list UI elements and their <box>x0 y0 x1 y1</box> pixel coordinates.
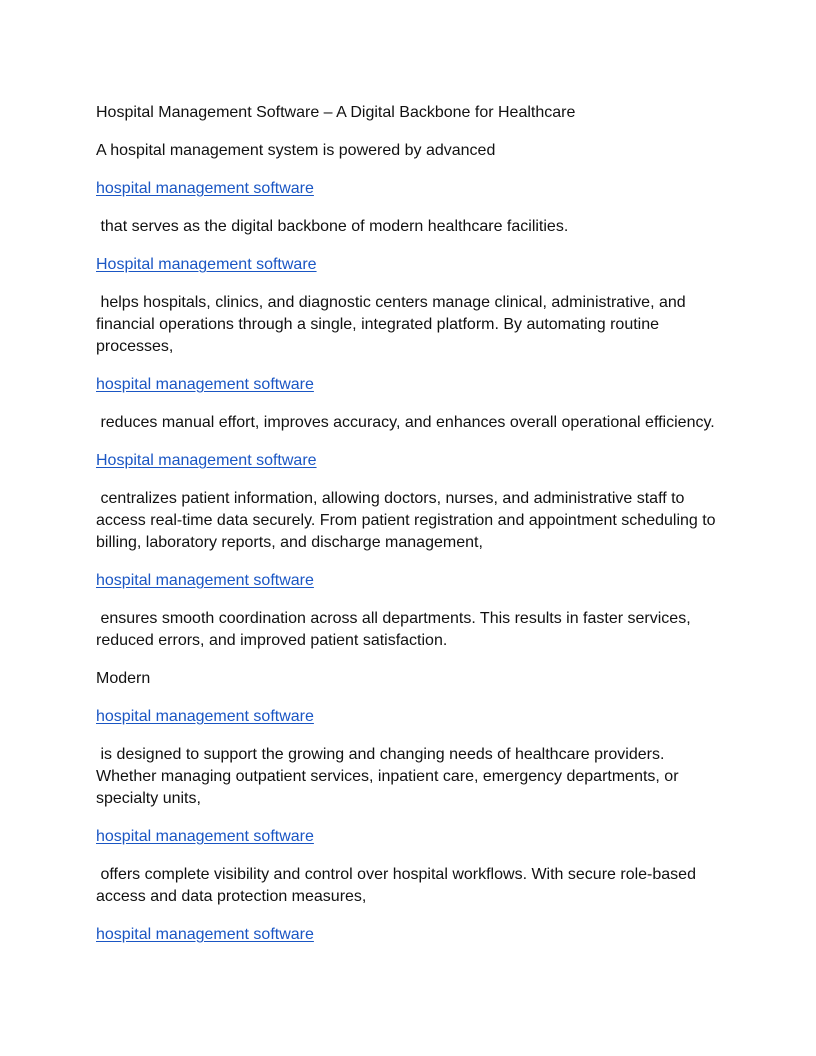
hyperlink[interactable]: hospital management software <box>96 180 314 197</box>
paragraph: A hospital management system is powered by advanced <box>96 142 496 159</box>
paragraph: that serves as the digital backbone of modern healthcare facilities. <box>96 218 569 235</box>
paragraph: ensures smooth coordination across all departments. This results in faster services, reduced errors, and improved patient satisfaction. <box>96 610 696 649</box>
document-title: Hospital Management Software – A Digital Backbone for Healthcare <box>96 104 576 121</box>
hyperlink[interactable]: hospital management software <box>96 572 314 589</box>
paragraph: centralizes patient information, allowing doctors, nurses, and administrative staff to access real-time data securely. From patient registration and appointment scheduling to billing, laboratory reports, and discharge management, <box>96 490 721 551</box>
hyperlink[interactable]: hospital management software <box>96 828 314 845</box>
paragraph: Modern <box>96 670 151 687</box>
hyperlink[interactable]: Hospital management software <box>96 256 317 273</box>
paragraph: offers complete visibility and control over hospital workflows. With secure role-based access and data protection measures, <box>96 866 701 905</box>
paragraph: is designed to support the growing and changing needs of healthcare providers. Whether managing outpatient services, inpatient care, emergency departments, or specialty units, <box>96 746 683 807</box>
hyperlink[interactable]: Hospital management software <box>96 452 317 469</box>
hyperlink[interactable]: hospital management software <box>96 926 314 943</box>
hyperlink[interactable]: hospital management software <box>96 708 314 725</box>
paragraph: reduces manual effort, improves accuracy, and enhances overall operational efficiency. <box>96 414 715 431</box>
hyperlink[interactable]: hospital management software <box>96 376 314 393</box>
paragraph: helps hospitals, clinics, and diagnostic centers manage clinical, administrative, and financial operations through a single, integrated platform. By automating routine processes, <box>96 294 691 355</box>
document-body <box>96 102 724 962</box>
